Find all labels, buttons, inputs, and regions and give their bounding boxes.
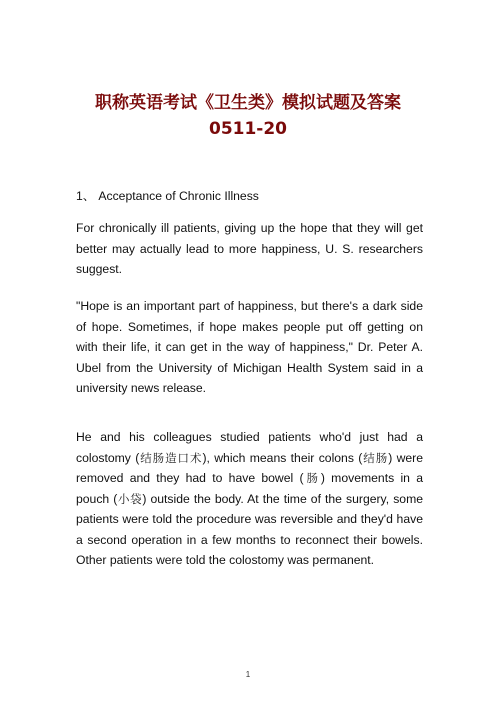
paragraph-3-text: He and his colleagues studied patients who'd just had a colostomy ( (76, 430, 423, 465)
paragraph-2: "Hope is an important part of happiness, but there's a dark side of hope. Sometimes, if hope makes people put off getting on with their life, it can get in the way of happiness," Dr. Peter A. Ubel from the University of Michigan Health System said in a university news release. (76, 299, 423, 395)
document-title: 职称英语考试《卫生类》模拟试题及答案 (95, 93, 401, 113)
chinese-gloss-colon: 结肠 (362, 450, 389, 465)
chinese-gloss-pouch: 小袋 (117, 491, 143, 506)
document-title-code: 0511-20 (208, 119, 288, 139)
paragraph-1: For chronically ill patients, giving up the hope that they will get better may actually lead to more happiness, U. S. researchers suggest. (76, 221, 423, 276)
paragraph-3-text: ), which means their colons ( (202, 450, 363, 465)
paragraph-3-text: ) were removed and they had to have bowel ( (76, 450, 423, 485)
paragraph-3-text: ) movements in a pouch ( (76, 471, 423, 506)
paragraph-3 (76, 427, 423, 571)
page-number: 1 (245, 670, 251, 679)
chinese-gloss-bowel: 肠 (303, 471, 321, 485)
section-heading: 1、 Acceptance of Chronic Illness (76, 189, 259, 203)
chinese-gloss-colostomy: 结肠造口术 (139, 450, 203, 465)
paragraph-3-text: ) outside the body. At the time of the surgery, some patients were told the procedure was reversible and they'd have a second operation in a few months to reconnect their bowels. Other patients were told the colostomy was permanent. (76, 491, 423, 567)
